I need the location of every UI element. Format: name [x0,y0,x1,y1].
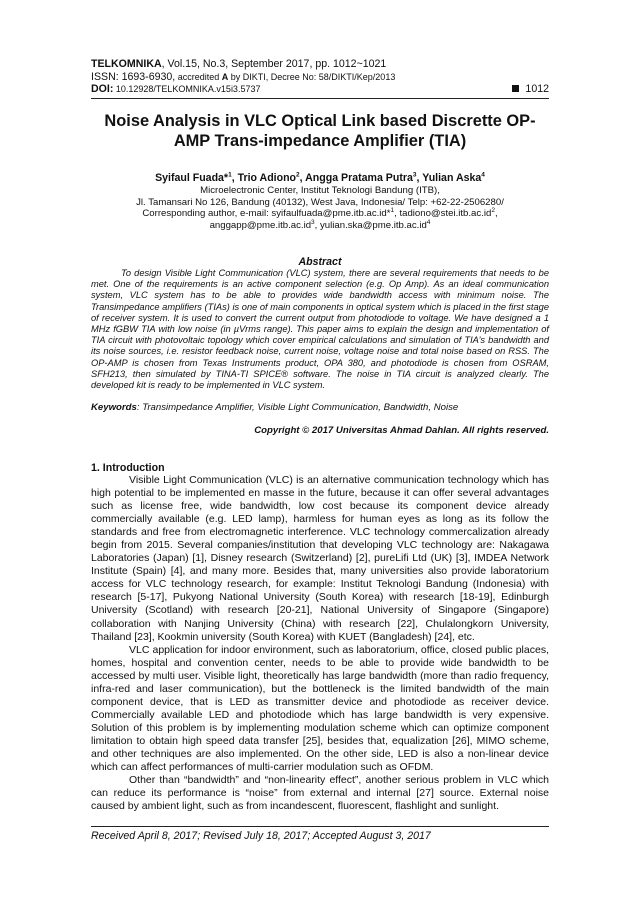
accreditation-rest: by DIKTI, Decree No: 58/DIKTI/Kep/2013 [228,71,396,82]
author-4: , Yulian Aska [416,172,482,184]
paragraph-2: VLC application for indoor environment, such as laboratorium, office, closed public places, homes, hospital and convention center, needs to be able to provide wide bandwidth to be accessed by multi user. Visible light, theoretically has large bandwidth (more than radio frequency, infra-red and laser communication), but the bottleneck is the limited bandwidth of the main component device, that is LED as transmitter device and photodiode as receiver device. Commercially available LED and photodiode which has large bandwidth is very expensive. Solution of this problem is by implementing modulation scheme which can optimize component limitation to obtain high speed data transfer [25], besides that, equalization [26], MIMO scheme, and other techniques are also implemented. On the other side, LED is also a non-linear device which can affect performances of multi-carrier modulation such as OFDM. [91,643,549,774]
abstract-text: To design Visible Light Communication (VLC) system, there are several requirements that needs to be met. One of the requirements is an active component selection (e.g. Op Amp). As an ideal communication system, VLC system has to be able to provides wide bandwidth access with minimum noise. The Transimpedance amplifiers (TIAs) is one of main components in optical system which is placed in the first stage of receiver system. It is used to convert the current output from photodiode to voltage. We have designed a 1 MHz fGBW TIA with low noise (in µVrms range). This paper aims to explain the design and implementation of TIA circuit with photovoltaic topology which cover empirical calculations and simulation of TIA’s bandwidth and its noise sources, i.e. resistor feedback noise, current noise, voltage noise and total noise based on RSS. The OP-AMP is chosen from Texas Instruments product, OPA 380, and photodiode is chosen from OSRAM, SFH213, then simulated by TINA-TI SPICE® software. The noise in TIA circuit is analyzed clearly. The developed kit is ready to be implemented in VLC system. [91,268,549,391]
title-line-2: AMP Trans-impedance Amplifier (TIA) [173,132,467,150]
keywords [91,402,549,413]
issn-line [91,71,549,84]
email-4: , yulian.ska@pme.itb.ac.id [314,219,427,231]
doi-line [91,83,549,96]
affiliation-line-4 [91,220,549,232]
corresponding-email: Corresponding author, e-mail: syifaulfuada@pme.itb.ac.id* [142,208,391,219]
title-line-1: Noise Analysis in VLC Optical Link based Discrette OP- [104,112,536,130]
author-3: , Angga Pratama Putra [299,172,413,184]
email-sup-4: 4 [426,218,431,226]
copyright-notice: Copyright © 2017 Universitas Ahmad Dahlan. All rights reserved. [254,425,549,436]
page-number: 1012 [525,83,549,95]
footer-rule [91,826,549,827]
email-sup-1: 1 [390,206,395,214]
paragraph-3: Other than “bandwidth” and “non-linearity effect”, another serious problem in VLC which can reduce its performance is “noise” from external and internal [27] source. External noise caused by ambient light, such as from incandescent, fluorescent, flashlight and sunlight. [91,774,549,813]
paper-title [80,111,560,151]
body-text [91,474,549,813]
issn: ISSN: 1693-6930, [91,70,176,83]
affiliation [91,185,549,231]
journal-header [91,58,549,96]
abstract-heading: Abstract [298,256,342,268]
black-square-icon [512,85,519,92]
email-3: anggapp@pme.itb.ac.id [209,219,312,231]
doi-value: 10.12928/TELKOMNIKA.v15i3.5737 [113,84,261,94]
author-1: Syifaul Fuada* [155,172,229,184]
email-sup-2: 2 [491,206,495,214]
email-sup-3: 3 [311,218,315,226]
accreditation-prefix: accredited [175,71,222,82]
author-4-sup: 4 [481,171,485,179]
volume-info: , Vol.15, No.3, September 2017, pp. 1012~1021 [161,58,387,70]
affiliation-line-2: Jl. Tamansari No 126, Bandung (40132), West Java, Indonesia/ Telp: +62-22-2506280/ [136,196,504,208]
email-2: , tadiono@stei.itb.ac.id [394,208,492,219]
header-rule [91,98,549,99]
received-dates: Received April 8, 2017; Revised July 18, 2017; Accepted August 3, 2017 [91,830,431,842]
section-heading: 1. Introduction [91,462,165,474]
page-number-block [512,83,549,96]
doi-label: DOI: [91,83,114,95]
keywords-text: : Transimpedance Amplifier, Visible Light Communication, Bandwidth, Noise [136,402,459,413]
email-comma: , [494,208,498,219]
paragraph-1: Visible Light Communication (VLC) is an alternative communication technology which has high potential to be implemented en masse in the future, because it can offer several advantages such as license free, wide bandwidth, low cost because its component device already commercially available (e.g. LED lamp), harmless for human eyes as long as its follow the standards and free from electromagnetic interference. VLC technology commercalization already begin from 2015. Several companies/institution that developing VLC technology are: Nakagawa Laboratories (Japan) [1], Disney research (Switzerland) [2], pureLifi Ltd (UK) [3], IMDEA Network Institute (Spain) [4], and many more. Besides that, many universities also provide laboratorium access for VLC technology research, for example: Institut Teknologi Bandung (Indonesia) with research [5-17], Pukyong National University (South Korea) with research [18-19], Edinburgh University (Scotland) with research [20-21], National University of Singapore (Singapore) collaboration with Nanjing University (China) with research [22], Chulalongkorn University, Thailand [23], Kookmin university (South Korea) with KUET (Bangladesh) [24], etc. [91,474,549,643]
keywords-label: Keywords [91,402,137,413]
affiliation-line-1: Microelectronic Center, Institut Teknologi Bandung (ITB), [200,185,440,196]
affiliation-line-3 [91,208,549,220]
author-2: , Trio Adiono [231,172,297,184]
journal-name: TELKOMNIKA [91,58,162,70]
journal-citation [91,58,549,71]
author-list [91,172,549,185]
author-2-sup: 2 [296,171,300,179]
author-3-sup: 3 [412,171,417,179]
accreditation-grade: A [221,71,229,82]
author-1-sup: 1 [228,171,232,179]
